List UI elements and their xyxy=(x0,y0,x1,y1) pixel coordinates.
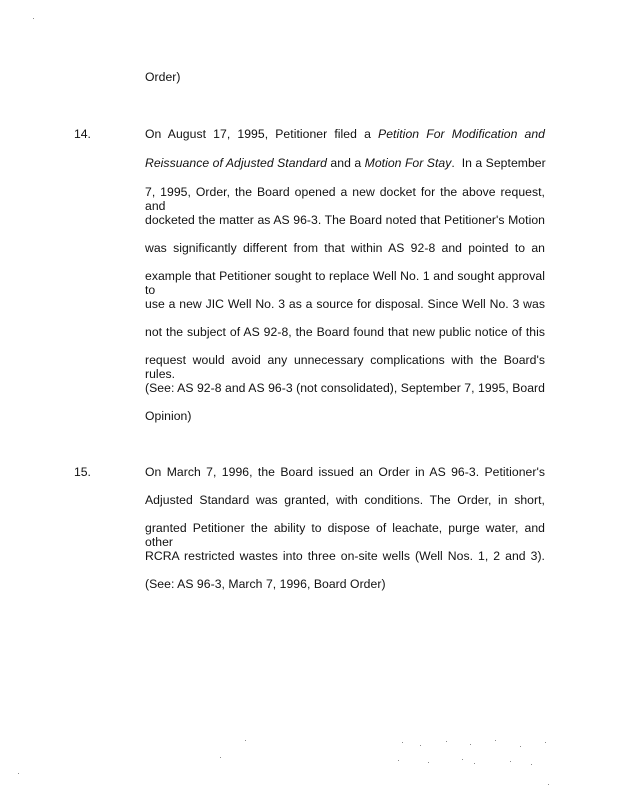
lead-line: Order) xyxy=(145,70,181,84)
para-15-line-5: (See: AS 96-3, March 7, 1996, Board Order) xyxy=(145,577,386,591)
para-15-line-1: On March 7, 1996, the Board issued an Order in AS 96-3. Petitioner's xyxy=(145,465,545,479)
paragraph-number-15: 15. xyxy=(74,465,91,479)
para-15-line-4: RCRA restricted wastes into three on-site wells (Well Nos. 1, 2 and 3). xyxy=(145,549,545,563)
scan-speck xyxy=(520,746,521,747)
text-segment: . In a September xyxy=(451,156,546,170)
scan-speck xyxy=(220,757,221,758)
scan-speck xyxy=(548,784,549,785)
scan-speck xyxy=(495,740,496,741)
para-15-line-3: granted Petitioner the ability to dispose of leachate, purge water, and other xyxy=(145,521,545,549)
para-14-line-11: Opinion) xyxy=(145,409,192,423)
paragraph-number-14: 14. xyxy=(74,127,91,141)
para-14-line-6: example that Petitioner sought to replace Well No. 1 and sought approval to xyxy=(145,269,545,297)
scan-speck xyxy=(428,762,429,763)
italic-title-segment: Motion For Stay xyxy=(364,156,452,170)
scan-speck xyxy=(420,745,421,746)
italic-title-segment: Reissuance of Adjusted Standard xyxy=(145,156,327,170)
para-14-line-8: not the subject of AS 92-8, the Board found that new public notice of this xyxy=(145,325,545,339)
scan-speck xyxy=(470,744,471,745)
para-14-line-1 xyxy=(145,127,545,141)
para-14-line-7: use a new JIC Well No. 3 as a source for disposal. Since Well No. 3 was xyxy=(145,297,545,311)
scan-speck xyxy=(545,742,546,743)
italic-title-segment: Petition For Modification and xyxy=(378,127,546,141)
para-14-line-9: request would avoid any unnecessary complications with the Board's rules. xyxy=(145,353,545,381)
para-14-line-2 xyxy=(145,156,545,170)
scan-speck xyxy=(18,773,19,774)
para-15-line-2: Adjusted Standard was granted, with conditions. The Order, in short, xyxy=(145,493,545,507)
text-segment: On August 17, 1995, Petitioner filed a xyxy=(145,127,379,141)
text-segment: and a xyxy=(327,156,365,170)
scan-speck xyxy=(462,759,463,760)
scan-speck xyxy=(510,761,511,762)
scan-speck xyxy=(398,760,399,761)
scan-speck xyxy=(245,740,246,741)
scan-speck xyxy=(446,741,447,742)
scan-speck xyxy=(531,764,532,765)
para-14-line-4: docketed the matter as AS 96-3. The Board noted that Petitioner's Motion xyxy=(145,213,545,227)
scan-speck xyxy=(474,763,475,764)
scan-speck xyxy=(33,18,34,19)
para-14-line-3: 7, 1995, Order, the Board opened a new docket for the above request, and xyxy=(145,185,545,213)
para-14-line-5: was significantly different from that within AS 92-8 and pointed to an xyxy=(145,241,545,255)
para-14-line-10: (See: AS 92-8 and AS 96-3 (not consolidated), September 7, 1995, Board xyxy=(145,381,545,395)
scan-speck xyxy=(402,742,403,743)
